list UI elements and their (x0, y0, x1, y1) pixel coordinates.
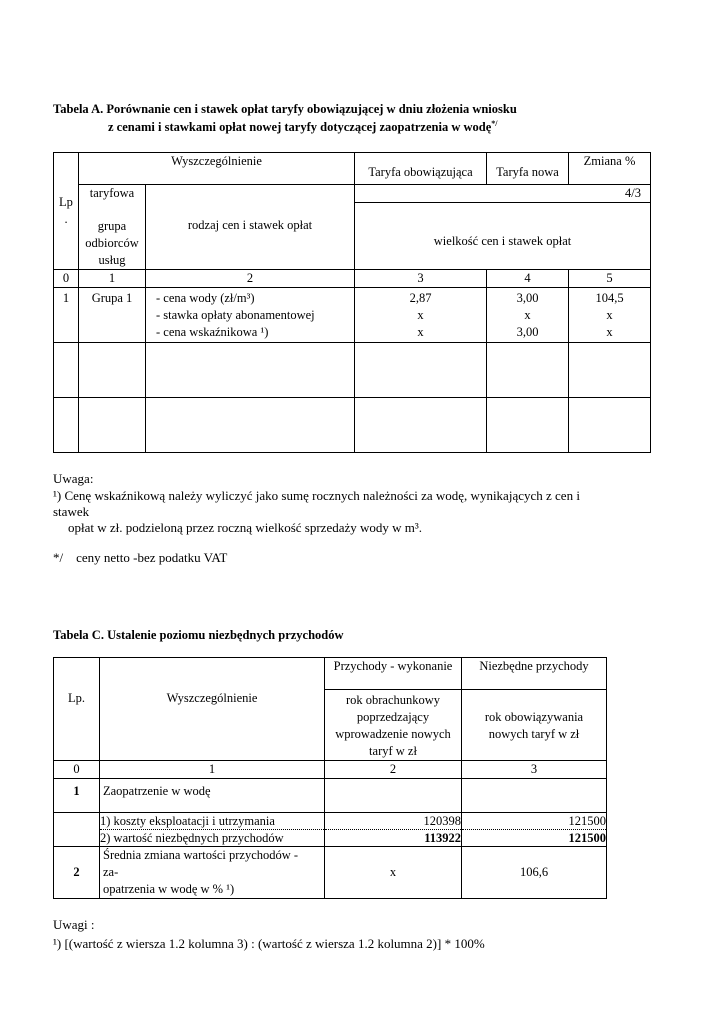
table-c-hdr-wyszczegolnienie: Wyszczególnienie (100, 658, 325, 761)
table-c-r2-label-line: za- (103, 865, 119, 879)
table-c-colnum-2: 2 (325, 761, 462, 779)
table-a-row1-zmiana-value: x (606, 308, 613, 322)
table-a-colnum-3: 3 (355, 270, 487, 288)
table-a-hdr-taryfa-nowa: Taryfa nowa (487, 153, 569, 185)
table-a-colnum-0: 0 (54, 270, 79, 288)
table-a-hdr-rodzaj: rodzaj cen i stawek opłat (146, 185, 355, 270)
notes-c-uwagi: Uwagi : (53, 917, 95, 932)
table-a-hdr-wielkosc: wielkość cen i stawek opłat (355, 203, 651, 270)
table-c-hdr-rok-obr-line: rok obrachunkowy (345, 693, 441, 707)
table-c-r1-sub-v3 (462, 813, 607, 847)
table-c (53, 657, 607, 899)
notes-a-n1-line3: opłat w zł. podzieloną przez roczną wielkość sprzedaży wody w m³. (68, 520, 423, 535)
table-a-hdr-uslug: usług (98, 253, 126, 267)
table-a-hdr-wyszczegolnienie: Wyszczególnienie (79, 153, 355, 185)
table-c-r1-v2 (325, 779, 462, 813)
table-c-r1a-label: 1) koszty eksploatacji i utrzymania (100, 813, 324, 830)
table-c-r1b-label: 2) wartość niezbędnych przychodów (100, 831, 284, 845)
table-a-row1-items (146, 288, 355, 343)
table-a-row1-zmiana (569, 288, 651, 343)
table-a-row1-zmiana-value: 104,5 (595, 291, 624, 305)
table-c-hdr-rok-obow (462, 690, 607, 761)
table-a-row1-group: Grupa 1 (79, 288, 146, 343)
table-a-colnum-2: 2 (146, 270, 355, 288)
table-c-r1-sub-labels (100, 813, 325, 847)
table-a-hdr-ratio-text: 4/3 (625, 186, 641, 200)
table-a-title-line1: Tabela A. Porównanie cen i stawek opłat taryfy obowiązującej w dniu złożenia wniosku (53, 102, 517, 116)
table-a-row1-obow-value: x (417, 308, 424, 322)
table-c-hdr-rok-obow-line: nowych taryf w zł (488, 727, 580, 741)
table-a-hdr-grupa (79, 185, 146, 270)
table-a-row1-obow (355, 288, 487, 343)
table-c-title: Tabela C. Ustalenie poziomu niezbędnych przychodów (53, 628, 344, 642)
table-c-hdr-rok-obr-line: taryf w zł (369, 744, 417, 758)
table-a-hdr-ratio (355, 185, 651, 203)
table-c-hdr-niezbedne: Niezbędne przychody (462, 658, 607, 690)
table-c-r2-label-line: opatrzenia w wodę w % ¹) (103, 882, 235, 896)
table-c-r2-label-line: Średnia zmiana wartości przychodów - (103, 848, 299, 862)
table-c-r1b-v3: 121500 (568, 831, 606, 845)
table-a-row1-item: - stawka opłaty abonamentowej (156, 308, 315, 322)
table-a-hdr-grupa-text: grupa (97, 219, 127, 233)
table-a-title-sup: */ (491, 118, 498, 128)
table-a-hdr-lp-dot: . (64, 212, 68, 226)
table-a-hdr-lp (54, 153, 79, 270)
table-a-row1-item: - cena wody (zł/m³) (156, 291, 255, 305)
table-a-row1-obow-value: 2,87 (409, 291, 432, 305)
table-c-hdr-rok-obr-line: wprowadzenie nowych (335, 727, 451, 741)
notes-a-n1-line2: stawek (53, 504, 90, 519)
table-c-r2-v2: x (325, 847, 462, 899)
table-a-hdr-zmiana: Zmiana % (569, 153, 651, 185)
table-c-r1b-v2: 113922 (424, 831, 461, 845)
table-a-row1-nowa-value: 3,00 (516, 291, 539, 305)
table-a-empty-row (54, 398, 651, 453)
table-c-colnum-0: 0 (54, 761, 100, 779)
table-a (53, 152, 651, 453)
table-c-r1-sub-lp (54, 813, 100, 847)
table-a-empty-row (54, 343, 651, 398)
table-c-hdr-rok-obr-line: poprzedzający (356, 710, 430, 724)
table-c-hdr-rok-obow-line: rok obowiązywania (484, 710, 584, 724)
table-c-r2-label (100, 847, 325, 899)
table-a-title-line2-text: z cenami i stawkami opłat nowej taryfy dotyczącej zaopatrzenia w wodę (108, 120, 492, 134)
table-a-colnum-1: 1 (79, 270, 146, 288)
table-c-r1a-v2: 120398 (325, 813, 461, 830)
table-c-r2-lp: 2 (54, 847, 100, 899)
table-c-hdr-rok-obr (325, 690, 462, 761)
table-c-hdr-lp: Lp. (54, 658, 100, 761)
table-c-colnum-3: 3 (462, 761, 607, 779)
notes-c-n1: ¹) [(wartość z wiersza 1.2 kolumna 3) : (wartość z wiersza 1.2 kolumna 2)] * 100% (53, 936, 485, 951)
table-a-hdr-odbiorcow: odbiorców (85, 236, 139, 250)
table-a-row1-nowa-value: x (524, 308, 531, 322)
table-a-hdr-taryfowa: taryfowa (89, 186, 135, 200)
table-a-row1-obow-value: x (417, 325, 424, 339)
table-c-colnum-1: 1 (100, 761, 325, 779)
table-a-hdr-lp-text: Lp (59, 195, 73, 209)
notes-a-n2: */ ceny netto -bez podatku VAT (53, 550, 228, 565)
table-c-r1a-v3: 121500 (462, 813, 606, 830)
table-a-row1-zmiana-value: x (606, 325, 613, 339)
table-a-title-line2 (108, 118, 498, 136)
table-c-r1-sub-v2 (325, 813, 462, 847)
table-a-colnum-5: 5 (569, 270, 651, 288)
table-a-hdr-taryfa-obow: Taryfa obowiązująca (355, 153, 487, 185)
notes-a-n1-line1: ¹) Cenę wskaźnikową należy wyliczyć jako sumę rocznych należności za wodę, wynikających z cen i (53, 488, 580, 503)
table-a-row1-nowa-value: 3,00 (516, 325, 539, 339)
table-c-hdr-przychody: Przychody - wykonanie (325, 658, 462, 690)
table-c-r2-v3: 106,6 (462, 847, 607, 899)
table-a-row1-lp: 1 (54, 288, 79, 343)
table-c-r1-label: Zaopatrzenie w wodę (100, 779, 325, 813)
table-a-colnum-4: 4 (487, 270, 569, 288)
notes-a-uwaga: Uwaga: (53, 471, 94, 486)
table-c-r1-lp: 1 (54, 779, 100, 813)
table-a-row1-nowa (487, 288, 569, 343)
table-a-row1-item: - cena wskaźnikowa ¹) (156, 325, 269, 339)
table-c-r1-v3 (462, 779, 607, 813)
